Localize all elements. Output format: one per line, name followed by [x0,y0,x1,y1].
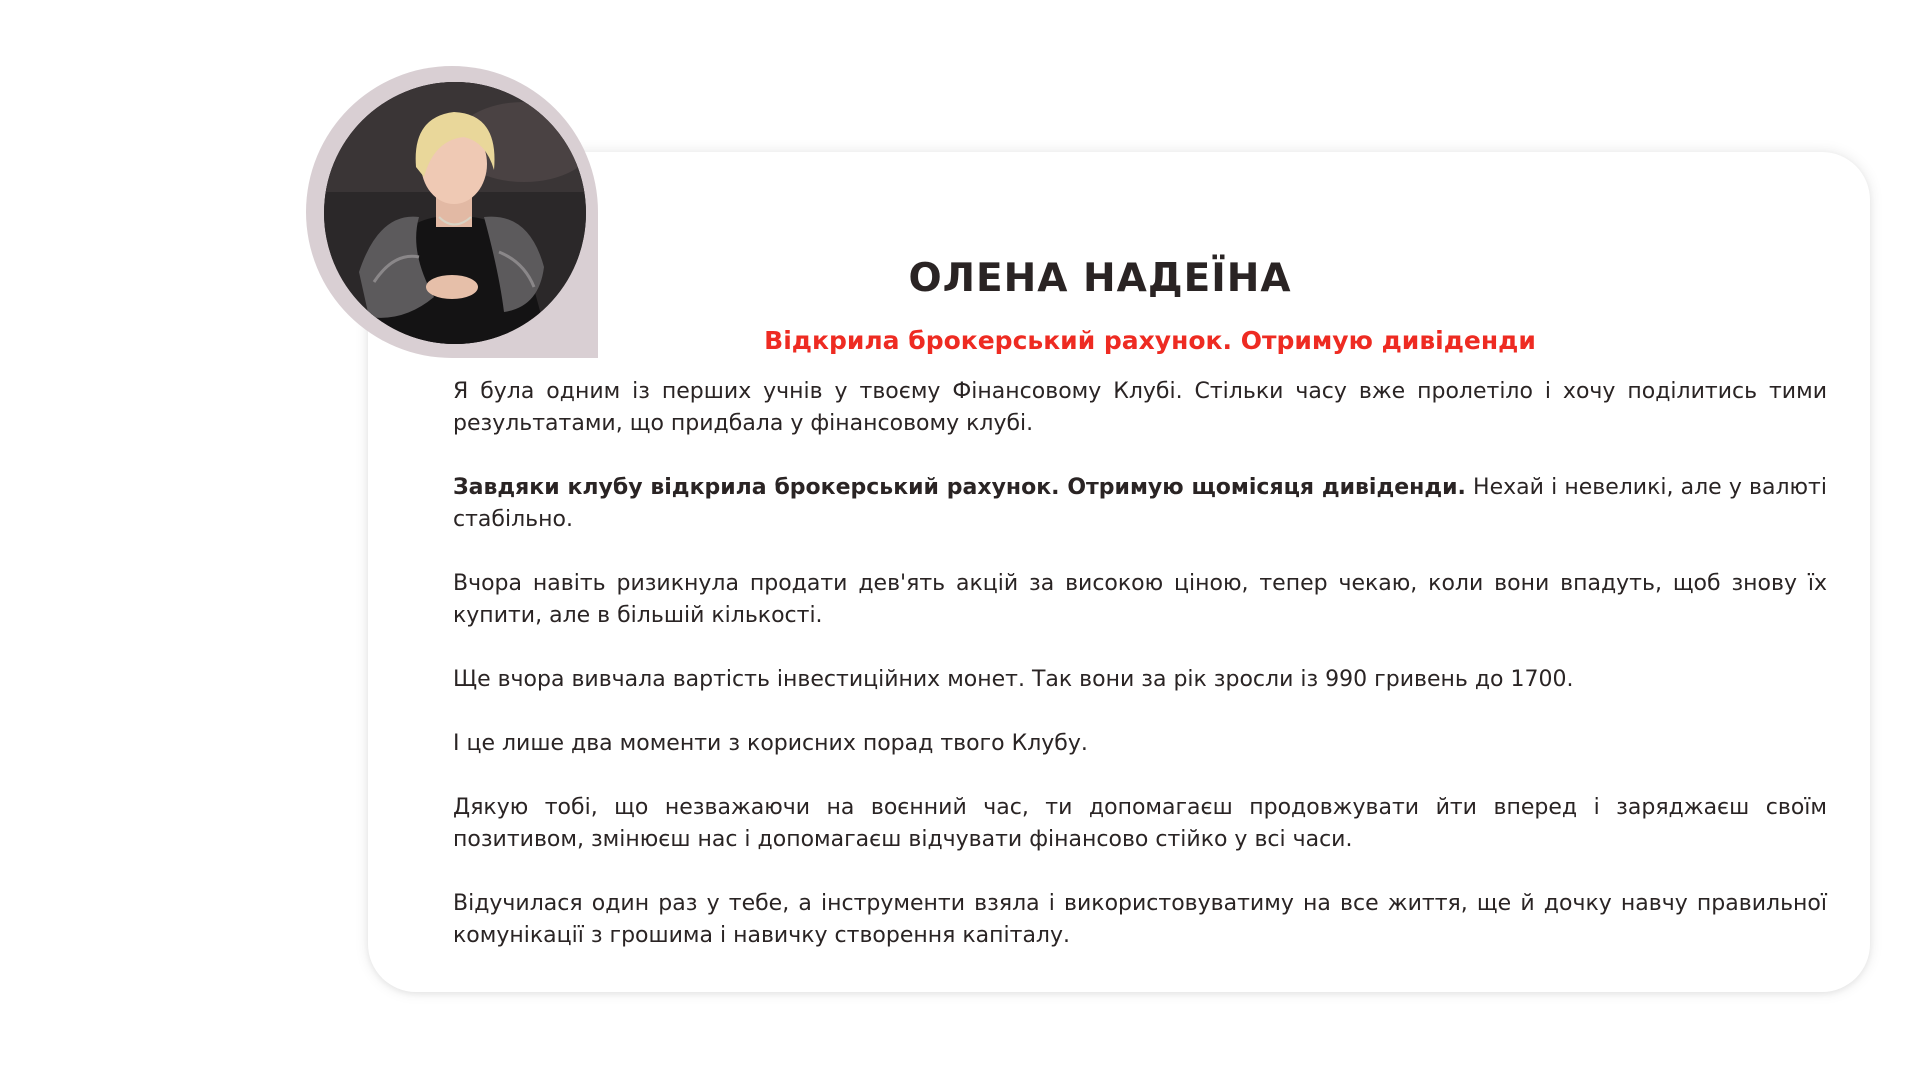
paragraph-brokerage-bold: Завдяки клубу відкрила брокерський рахунок. Отримую щомісяця дивіденди. [453,475,1466,500]
testimonial-text [453,376,1827,984]
avatar-frame [306,66,598,358]
person-name: ОЛЕНА НАДЕЇНА [908,256,1292,301]
paragraph-club-tips: І це лише два моменти з корисних порад твого Клубу. [453,731,1088,756]
paragraph-lifelong: Відучилася один раз у тебе, а інструменти взяла і використовуватиму на все життя, ще й дочку навчу правильної комунікації з грошима і навичку створення капіталу. [453,891,1827,948]
paragraph-thanks: Дякую тобі, що незважаючи на воєнний час, ти допомагаєш продовжувати йти вперед і заряджаєш своїм позитивом, змінюєш нас і допомагаєш відчувати фінансово стійко у всі часи. [453,795,1827,852]
avatar-photo [324,82,586,344]
paragraph-intro: Я була одним із перших учнів у твоєму Фінансовому Клубі. Стільки часу вже пролетіло і хочу поділитись тими результатами, що придбала у фінансовому клубі. [453,379,1827,436]
paragraph-brokerage-rest: Нехай і невеликі, але у валюті стабільно. [453,475,1827,532]
paragraph-brokerage [453,472,1827,536]
avatar [324,82,586,344]
paragraph-shares: Вчора навіть ризикнула продати дев'ять акцій за високою ціною, тепер чекаю, коли вони впадуть, щоб знову їх купити, але в більшій кількості. [453,571,1827,628]
testimonial-headline: Відкрила брокерський рахунок. Отримую дивіденди [764,326,1536,355]
paragraph-coins: Ще вчора вивчала вартість інвестиційних монет. Так вони за рік зросли із 990 гривень до 1700. [453,667,1574,692]
